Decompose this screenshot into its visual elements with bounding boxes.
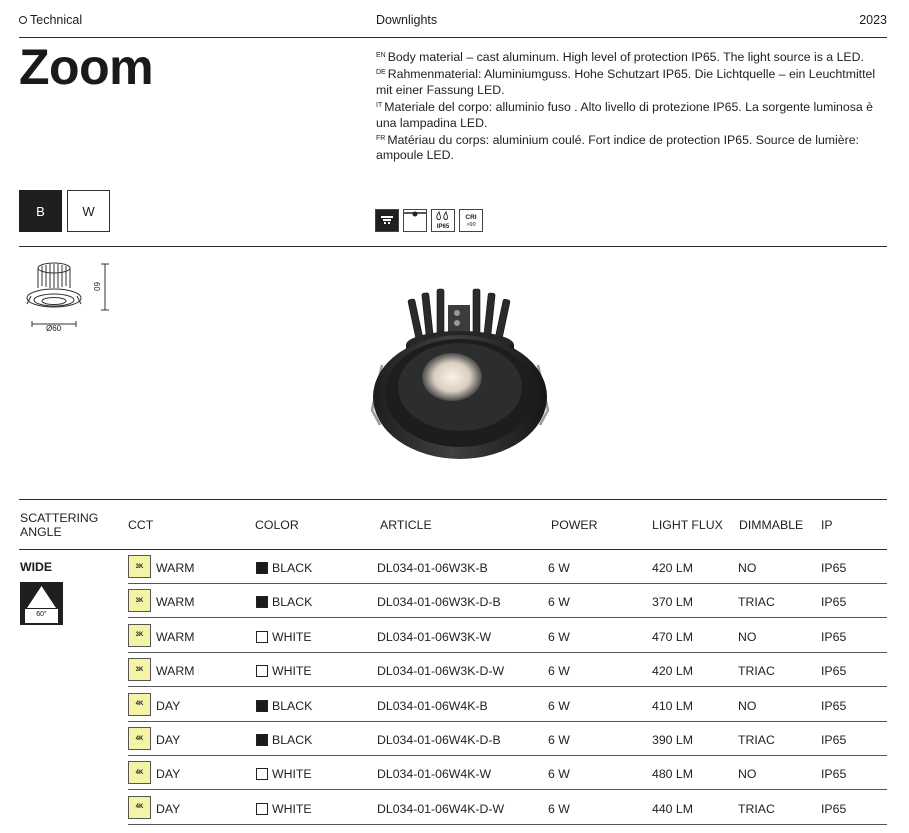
column-header-cct: CCT: [128, 518, 154, 532]
column-header-scattering: SCATTERING ANGLE: [20, 511, 99, 539]
color-swatch: [256, 768, 268, 780]
table-row: [128, 619, 887, 653]
column-header-color: COLOR: [255, 518, 299, 532]
table-row: [128, 584, 887, 618]
section-divider: [19, 246, 887, 247]
color-swatch: [256, 734, 268, 746]
table-row: [128, 550, 887, 584]
cct-cell: DAY: [156, 801, 181, 816]
article-cell: DL034-01-06W4K-D-W: [377, 801, 505, 816]
ip-cell: IP65: [821, 595, 847, 610]
flux-cell: 390 LM: [652, 733, 694, 747]
article-cell: DL034-01-06W3K-D-B: [377, 595, 501, 610]
ip-cell: IP65: [821, 767, 847, 782]
finish-black-swatch: B: [19, 190, 62, 232]
flux-cell: 440 LM: [652, 801, 694, 816]
row-divider: [128, 824, 887, 825]
article-cell: DL034-01-06W4K-D-B: [377, 733, 501, 747]
article-cell: DL034-01-06W3K-D-W: [377, 664, 505, 679]
cct-badge: 3K: [128, 658, 151, 681]
article-cell: DL034-01-06W3K-W: [377, 629, 492, 644]
cri-icon-value: >90: [466, 222, 476, 228]
ip65-icon: [431, 209, 455, 232]
color-cell: BLACK: [272, 733, 313, 747]
cct-badge: 4K: [128, 796, 151, 819]
finish-white-swatch: W: [67, 190, 110, 232]
power-cell: 6 W: [548, 629, 570, 644]
article-cell: DL034-01-06W4K-W: [377, 767, 492, 782]
ip-cell: IP65: [821, 801, 847, 816]
cct-cell: DAY: [156, 767, 181, 782]
dimmable-cell: TRIAC: [738, 801, 775, 816]
product-image: [360, 285, 560, 465]
dimmable-cell: NO: [738, 767, 757, 782]
header-section: Downlights: [376, 13, 438, 27]
color-cell: WHITE: [272, 767, 312, 782]
dimmable-cell: NO: [738, 629, 757, 644]
beam-angle-icon: [20, 582, 63, 625]
recessed-mount-icon: [375, 209, 399, 232]
diameter-dimension-label: Ø60: [46, 324, 62, 333]
table-top-divider: [19, 499, 887, 500]
color-cell: WHITE: [272, 801, 312, 816]
product-description: [376, 48, 886, 164]
table-row: [128, 722, 887, 756]
beam-cone-graphic: [20, 582, 63, 625]
ip-cell: IP65: [821, 561, 847, 575]
feature-icons: [375, 209, 483, 232]
color-cell: BLACK: [272, 595, 313, 610]
downlight-product-illustration: [360, 285, 560, 460]
cct-cell: DAY: [156, 733, 181, 747]
power-cell: 6 W: [548, 664, 570, 679]
flux-cell: 370 LM: [652, 595, 694, 610]
cct-badge: 3K: [128, 589, 151, 612]
cct-badge: 3K: [128, 624, 151, 647]
description-fr: $^{FR}$ Matériau du corps: aluminium coulé. Fort indice de protection IP65. Source de lumière: ampoule LED.: [376, 133, 859, 163]
column-header-dimmable: DIMMABLE: [739, 518, 804, 532]
ip-cell: IP65: [821, 629, 847, 644]
color-cell: BLACK: [272, 698, 313, 713]
ceiling-mount-icon: [403, 209, 427, 232]
header-category: [19, 13, 82, 27]
color-cell: WHITE: [272, 664, 312, 679]
table-row: [128, 756, 887, 790]
beam-angle-value: 60°: [36, 611, 47, 618]
color-swatch: [256, 596, 268, 608]
header-category-label: Technical: [30, 13, 83, 27]
column-header-flux: LIGHT FLUX: [652, 518, 723, 532]
height-dimension-label: 60: [91, 282, 101, 291]
description-de: $^{DE}$ Rahmenmaterial: Aluminiumguss. Hohe Schutzart IP65. Die Lichtquelle – ein Leuchtmittel mit einer Fassung LED.: [376, 67, 876, 97]
description-en: $^{EN}$ Body material – cast aluminum. High level of protection IP65. The light source is a LED.: [376, 50, 864, 64]
cct-cell: WARM: [156, 595, 195, 610]
power-cell: 6 W: [548, 561, 570, 575]
power-cell: 6 W: [548, 767, 570, 782]
flux-cell: 410 LM: [652, 698, 694, 713]
dimmable-cell: TRIAC: [738, 733, 775, 747]
color-cell: BLACK: [272, 561, 313, 575]
ip-cell: IP65: [821, 664, 847, 679]
dimmable-cell: TRIAC: [738, 595, 775, 610]
description-it: $^{IT}$ Materiale del corpo: alluminio fuso . Alto livello di protezione IP65. La sorgente luminosa è una lampadina LED.: [376, 100, 873, 130]
color-swatch: [256, 631, 268, 643]
product-title: Zoom: [19, 39, 154, 95]
column-header-power: POWER: [551, 518, 598, 532]
power-cell: 6 W: [548, 595, 570, 610]
article-cell: DL034-01-06W3K-B: [377, 561, 488, 575]
ip65-icon-label: IP65: [436, 224, 450, 230]
flux-cell: 420 LM: [652, 664, 694, 679]
article-cell: DL034-01-06W4K-B: [377, 698, 488, 713]
power-cell: 6 W: [548, 733, 570, 747]
dimmable-cell: TRIAC: [738, 664, 775, 679]
dimmable-cell: NO: [738, 561, 757, 575]
column-header-ip: IP: [821, 518, 833, 532]
color-swatch: [256, 803, 268, 815]
cct-badge: 3K: [128, 555, 151, 578]
flux-cell: 480 LM: [652, 767, 694, 782]
ip-cell: IP65: [821, 698, 847, 713]
power-cell: 6 W: [548, 698, 570, 713]
cct-cell: WARM: [156, 664, 195, 679]
cct-badge: 4K: [128, 761, 151, 784]
cct-cell: WARM: [156, 629, 195, 644]
table-row: [128, 653, 887, 687]
cri-icon: [459, 209, 483, 232]
header-year: 2023: [859, 13, 887, 27]
cct-cell: DAY: [156, 698, 181, 713]
cct-badge: 4K: [128, 693, 151, 716]
ip-cell: IP65: [821, 733, 847, 747]
color-cell: WHITE: [272, 629, 312, 644]
table-row: [128, 791, 887, 825]
color-swatch: [256, 665, 268, 677]
circle-icon: [19, 16, 27, 24]
scattering-label: WIDE: [20, 560, 53, 574]
dimension-drawing: [20, 256, 110, 341]
cri-icon-label: CRI: [465, 214, 477, 221]
column-header-article: ARTICLE: [380, 518, 432, 532]
dimmable-cell: NO: [738, 698, 757, 713]
cct-cell: WARM: [156, 561, 195, 575]
color-swatch: [256, 700, 268, 712]
color-swatch: [256, 562, 268, 574]
downlight-outline-drawing: [20, 256, 110, 336]
cct-badge: 4K: [128, 727, 151, 750]
table-row: [128, 688, 887, 722]
flux-cell: 420 LM: [652, 561, 694, 575]
flux-cell: 470 LM: [652, 629, 694, 644]
power-cell: 6 W: [548, 801, 570, 816]
